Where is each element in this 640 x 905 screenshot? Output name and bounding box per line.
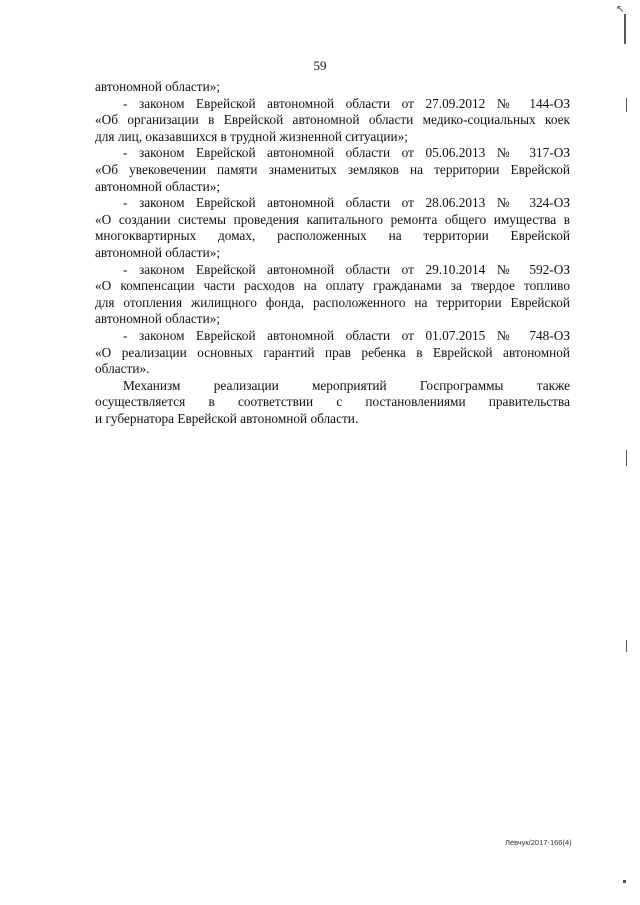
text-line: для отопления жилищного фонда, расположенного на территории Еврейской [95, 294, 570, 310]
document-body [95, 79, 570, 427]
text-line: - законом Еврейской автономной области от 05.06.2013 № 317-ОЗ [123, 145, 570, 161]
text-line: автономной области»; [95, 311, 221, 327]
text-line: - законом Еврейской автономной области от 28.06.2013 № 324-ОЗ [123, 195, 570, 211]
text-line: «О компенсации части расходов на оплату гражданами за твердое топливо [95, 278, 570, 294]
text-line: «Об увековечении памяти знаменитых земляков на территории Еврейской [95, 161, 570, 177]
text-line: - законом Еврейской автономной области от 01.07.2015 № 748-ОЗ [123, 327, 570, 343]
text-line: автономной области»; [95, 79, 221, 94]
corner-scan-mark: ↖ [616, 4, 625, 15]
scan-edge-mark [626, 98, 627, 112]
scan-edge-mark [624, 14, 626, 44]
text-line: Механизм реализации мероприятий Госпрограммы также [123, 377, 570, 393]
text-line: осуществляется в соответствии с постановлениями правительства [95, 394, 570, 410]
text-line: и губернатора Еврейской автономной области. [95, 410, 359, 426]
text-line: «О создании системы проведения капитального ремонта общего имущества в [95, 211, 570, 227]
text-line: автономной области»; [95, 178, 221, 194]
text-line: автономной области»; [95, 244, 221, 260]
page-number: 59 [313, 58, 327, 73]
text-line: для лиц, оказавшихся в трудной жизненной ситуации»; [95, 128, 409, 144]
footer-document-code: Левчук/2017-166(4) [505, 838, 572, 847]
text-line: «О реализации основных гарантий прав ребенка в Еврейской автономной [95, 344, 570, 360]
text-line: «Об организации в Еврейской автономной области медико-социальных коек [95, 112, 570, 128]
scan-edge-mark [623, 880, 626, 883]
scan-edge-mark [626, 640, 627, 652]
scan-edge-mark [626, 450, 627, 466]
text-line: многоквартирных домах, расположенных на территории Еврейской [95, 228, 570, 244]
text-line: - законом Еврейской автономной области от 27.09.2012 № 144-ОЗ [123, 95, 570, 111]
text-line: - законом Еврейской автономной области от 29.10.2014 № 592-ОЗ [123, 261, 570, 277]
text-line: области». [95, 361, 150, 377]
